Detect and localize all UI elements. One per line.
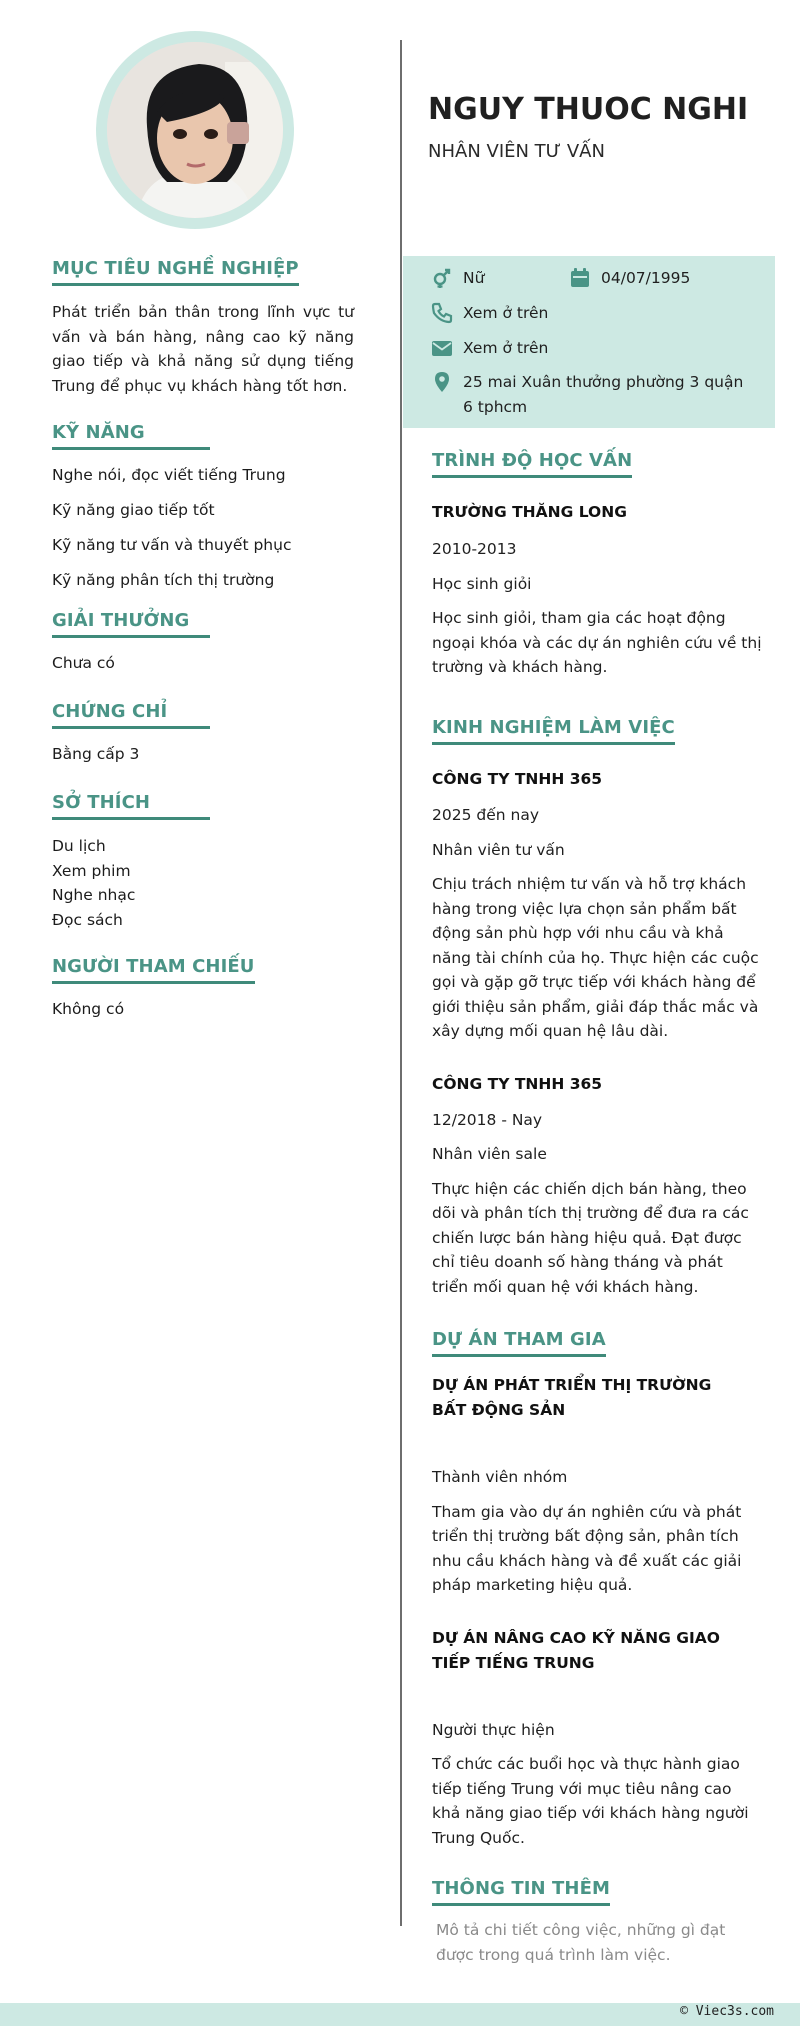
skill-item: Kỹ năng tư vấn và thuyết phục: [52, 536, 292, 554]
project-name: DỰ ÁN NÂNG CAO KỸ NĂNG GIAO TIẾP TIẾNG TRUNG: [432, 1628, 720, 1672]
candidate-job-title: NHÂN VIÊN TƯ VẤN: [428, 141, 605, 162]
project-name: DỰ ÁN PHÁT TRIỂN THỊ TRƯỜNG BẤT ĐỘNG SẢN: [432, 1376, 712, 1419]
project-role: Thành viên nhóm: [432, 1468, 568, 1486]
additional-title: THÔNG TIN THÊM: [432, 1878, 610, 1906]
awards-text: Chưa có: [52, 654, 115, 672]
email-icon: [431, 337, 453, 359]
projects-title: DỰ ÁN THAM GIA: [432, 1329, 606, 1357]
certificates-title: CHỨNG CHỈ: [52, 701, 210, 729]
avatar-frame: [96, 31, 294, 229]
contact-birthday: [569, 266, 769, 291]
experience-company: CÔNG TY TNHH 365: [432, 770, 603, 788]
additional-section: [432, 1878, 762, 1967]
project-description: Tham gia vào dự án nghiên cứu và phát triển thị trường bất động sản, phân tích nhu cầu khách hàng và đề xuất các giải pháp marketing hiệu quả.: [432, 1502, 742, 1594]
gender-icon: [431, 267, 453, 289]
project-role: Người thực hiện: [432, 1720, 555, 1739]
phone-icon: [431, 302, 453, 324]
objective-title: MỤC TIÊU NGHỀ NGHIỆP: [52, 258, 299, 286]
additional-placeholder[interactable]: Mô tả chi tiết công việc, những gì đạt được trong quá trình làm việc.: [436, 1921, 726, 1964]
contact-panel: [403, 256, 775, 428]
contact-gender: [431, 266, 551, 291]
avatar: [107, 42, 283, 218]
project-description: Tổ chức các buổi học và thực hành giao tiếp tiếng Trung với mục tiêu nâng cao khả năng giao tiếp với khách hàng người Trung Quốc.: [432, 1755, 749, 1847]
experience-title: KINH NGHIỆM LÀM VIỆC: [432, 717, 675, 745]
skill-item: Kỹ năng giao tiếp tốt: [52, 501, 215, 519]
candidate-name: NGUY THUOC NGHI: [428, 92, 749, 127]
education-grade: Học sinh giỏi: [432, 574, 532, 593]
hobby-item: Du lịch: [52, 837, 106, 855]
hobby-item: Xem phim: [52, 861, 131, 880]
column-divider: [400, 40, 402, 1926]
hobby-item: Nghe nhạc: [52, 886, 136, 904]
skill-item: Nghe nói, đọc viết tiếng Trung: [52, 466, 286, 484]
experience-role: Nhân viên tư vấn: [432, 840, 565, 859]
experience-section: [432, 717, 762, 1299]
location-icon: [431, 371, 453, 393]
references-text: Không có: [52, 1000, 125, 1018]
education-title: TRÌNH ĐỘ HỌC VẤN: [432, 450, 632, 478]
skills-title: KỸ NĂNG: [52, 422, 210, 450]
projects-section: [432, 1329, 762, 1850]
calendar-icon: [569, 267, 591, 289]
awards-section: [52, 610, 354, 681]
education-section: [432, 450, 762, 680]
experience-description: Chịu trách nhiệm tư vấn và hỗ trợ khách hàng trong việc lựa chọn sản phẩm bất động sản phù hợp với nhu cầu và khả năng tài chính của họ. Thực hiện các cuộc gọi và gặp gỡ trực tiếp với khách hàng để giới thiệu sản phẩm, giải đáp thắc mắc và xây dựng mối quan hệ lâu dài.: [432, 875, 759, 1040]
certificates-section: [52, 701, 354, 772]
certificates-text: Bằng cấp 3: [52, 745, 140, 763]
experience-description: Thực hiện các chiến dịch bán hàng, theo dõi và phân tích thị trường để đưa ra các chiến lược bán hàng hiệu quả. Đạt được chỉ tiêu doanh số hàng tháng và phát triển mối quan hệ với khách hàng.: [432, 1179, 749, 1296]
birthday-value: 04/07/1995: [601, 269, 691, 287]
contact-email: [431, 336, 761, 361]
education-period: 2010-2013: [432, 540, 517, 558]
hobbies-section: [52, 792, 354, 932]
hobbies-title: SỞ THÍCH: [52, 792, 210, 820]
experience-company: CÔNG TY TNHH 365: [432, 1074, 603, 1093]
hobby-item: Đọc sách: [52, 910, 123, 929]
references-title: NGƯỜI THAM CHIẾU: [52, 956, 255, 984]
objective-text: Phát triển bản thân trong lĩnh vực tư vấn và bán hàng, nâng cao kỹ năng giao tiếp và khả năng sử dụng tiếng Trung để phục vụ khách hàng tốt hơn.: [52, 303, 354, 395]
experience-role: Nhân viên sale: [432, 1145, 547, 1163]
awards-title: GIẢI THƯỞNG: [52, 610, 210, 638]
skill-item: Kỹ năng phân tích thị trường: [52, 571, 275, 589]
education-school: TRƯỜNG THĂNG LONG: [432, 503, 627, 521]
objective-section: [52, 258, 354, 398]
skills-section: [52, 422, 354, 598]
address-value: 25 mai Xuân thưởng phường 3 quận 6 tphcm: [463, 373, 744, 416]
experience-period: 12/2018 - Nay: [432, 1110, 543, 1129]
experience-period: 2025 đến nay: [432, 806, 539, 824]
contact-address: [431, 370, 761, 420]
email-value: Xem ở trên: [463, 339, 549, 357]
education-description: Học sinh giỏi, tham gia các hoạt động ngoại khóa và các dự án nghiên cứu về thị trường và khách hàng.: [432, 609, 762, 676]
phone-value: Xem ở trên: [463, 304, 549, 322]
gender-value: Nữ: [463, 269, 485, 287]
footer-credit: © Viec3s.com: [680, 2004, 774, 2019]
contact-phone: [431, 301, 761, 326]
references-section: [52, 956, 354, 1027]
